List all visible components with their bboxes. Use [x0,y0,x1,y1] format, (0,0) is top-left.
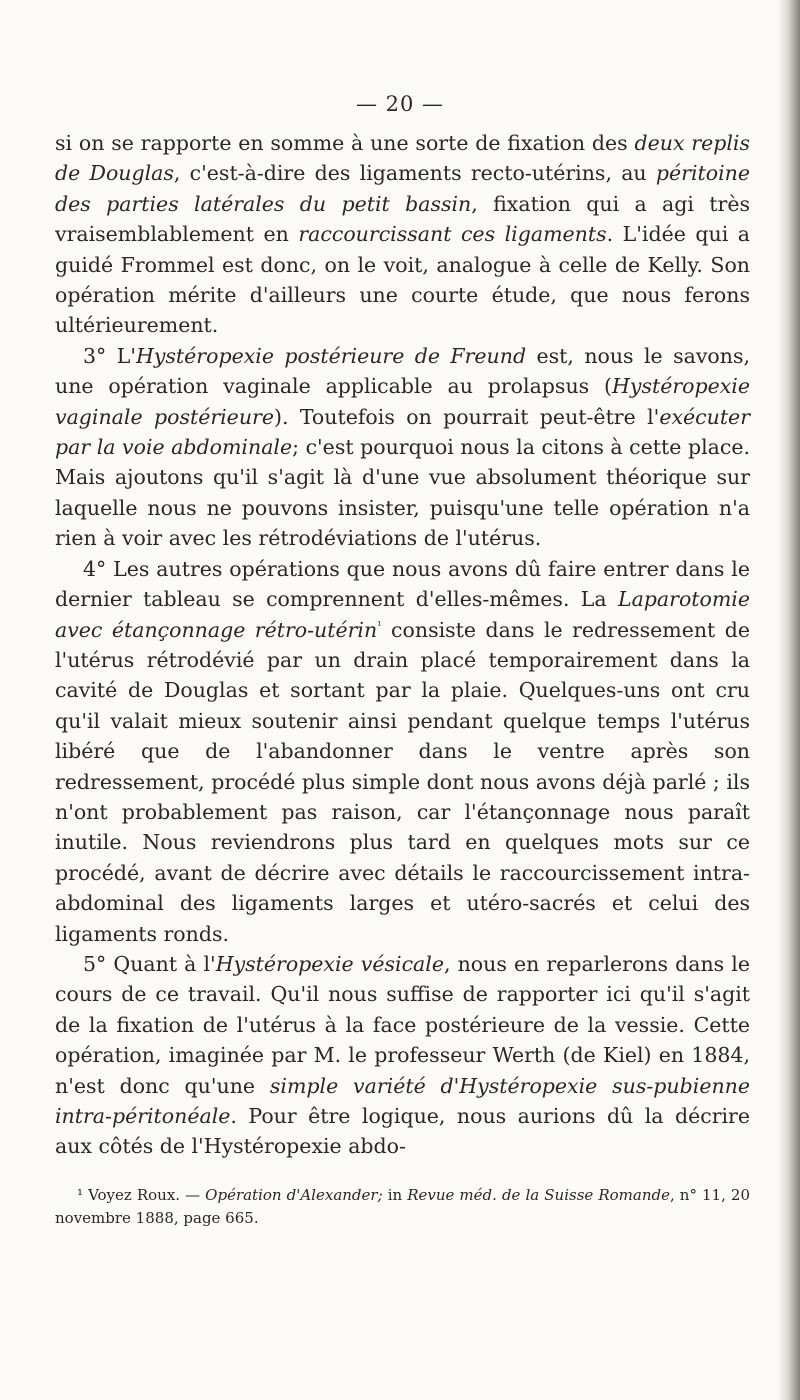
italic-text: simple variété d'Hystéropexie sus-pubienne intra-péritonéale [55,1073,750,1128]
italic-text: péritoine des parties latérales du petit bassin [55,161,750,216]
page-edge-shadow [778,0,800,1400]
text-segment: 3° L' [83,343,136,368]
italic-text: Laparotomie avec étançonnage rétro-utérin [55,587,750,642]
text-segment: ). Toutefois on pourrait peut-être l' [273,404,660,429]
paragraph-3 [55,554,750,949]
text-segment: , nous en reparlerons dans le cours de ce travail. Qu'il nous suffise de rapporter ici qu'il s'agit de la fixation de l'utérus à la face postérieure de la vessie. Cette opération, imaginée par M. le professeur Werth (de Kiel) en 1884, n'est donc qu'une [55,951,750,1098]
paragraph-2 [55,341,750,554]
italic-text: exécuter par la voie abdominale [55,404,750,460]
text-segment: consiste dans le redressement de l'utérus rétrodévié par un drain placé temporairement dans la cavité de Douglas et sortant par la plaie. Quelques-uns ont cru qu'il valait mieux soutenir ainsi pendant quelque temps l'utérus libéré que de l'abandonner dans le ventre après son redressement, procédé plus simple dont nous avons déjà parlé ; ils n'ont probablement pas raison, car l'étançonnage nous paraît inutile. Nous reviendrons plus tard en quelques mots sur ce procédé, avant de décrire avec détails le raccourcissement intra-abdominal des ligaments larges et utéro-sacrés et celui des ligaments ronds. [55,617,750,946]
text-segment: . Pour être logique, nous aurions dû la décrire aux côtés de l'Hystéropexie abdo- [55,1104,750,1159]
text-segment: ¹ Voyez Roux. — [77,1186,206,1204]
text-segment: est, nous le savons, une opération vaginale applicable au prolapsus ( [55,343,750,399]
italic-text: Hystéropexie vésicale [215,951,444,976]
paragraph-4 [55,949,750,1162]
italic-text: Opération d'Alexander; [205,1186,383,1204]
italic-text: deux replis de Douglas [55,131,750,186]
text-segment: in [382,1186,408,1204]
italic-text: Hystéropexie postérieure de Freund [135,343,527,368]
italic-text: Hystéropexie vaginale postérieure [55,374,750,429]
footnote-marker: ¹ [377,618,382,632]
text-segment: ; c'est pourquoi nous la citons à cette place. Mais ajoutons qu'il s'agit là d'une vue absolument théorique sur laquelle nous ne pouvons insister, puisqu'une telle opération n'a rien à voir avec les rétrodéviations de l'utérus. [55,435,750,551]
page-number: — 20 — [355,92,445,116]
footnote-text [55,1184,750,1230]
italic-text: raccourcissant ces ligaments [298,222,607,247]
paragraph-1 [55,128,750,341]
text-segment: 4° Les autres opérations que nous avons dû faire entrer dans le dernier tableau se comprennent d'elles-mêmes. La [55,556,750,612]
text-segment: . L'idée qui a guidé Frommel est donc, on le voit, analogue à celle de Kelly. Son opération mérite d'ailleurs une courte étude, que nous ferons ultérieurement. [55,222,750,338]
text-segment: , c'est-à-dire des ligaments recto-utérins, au [173,161,656,186]
footnote [55,1184,750,1230]
text-segment: , n° 11, 20 novembre 1888, page 665. [55,1186,750,1227]
italic-text: Revue méd. de la Suisse Romande [407,1186,670,1204]
text-segment: 5° Quant à l' [83,951,216,976]
body-text [55,128,750,1162]
text-segment: , fixation qui a agi très vraisemblablement en [55,191,750,247]
text-segment: si on se rapporte en somme à une sorte de fixation des [55,131,635,155]
